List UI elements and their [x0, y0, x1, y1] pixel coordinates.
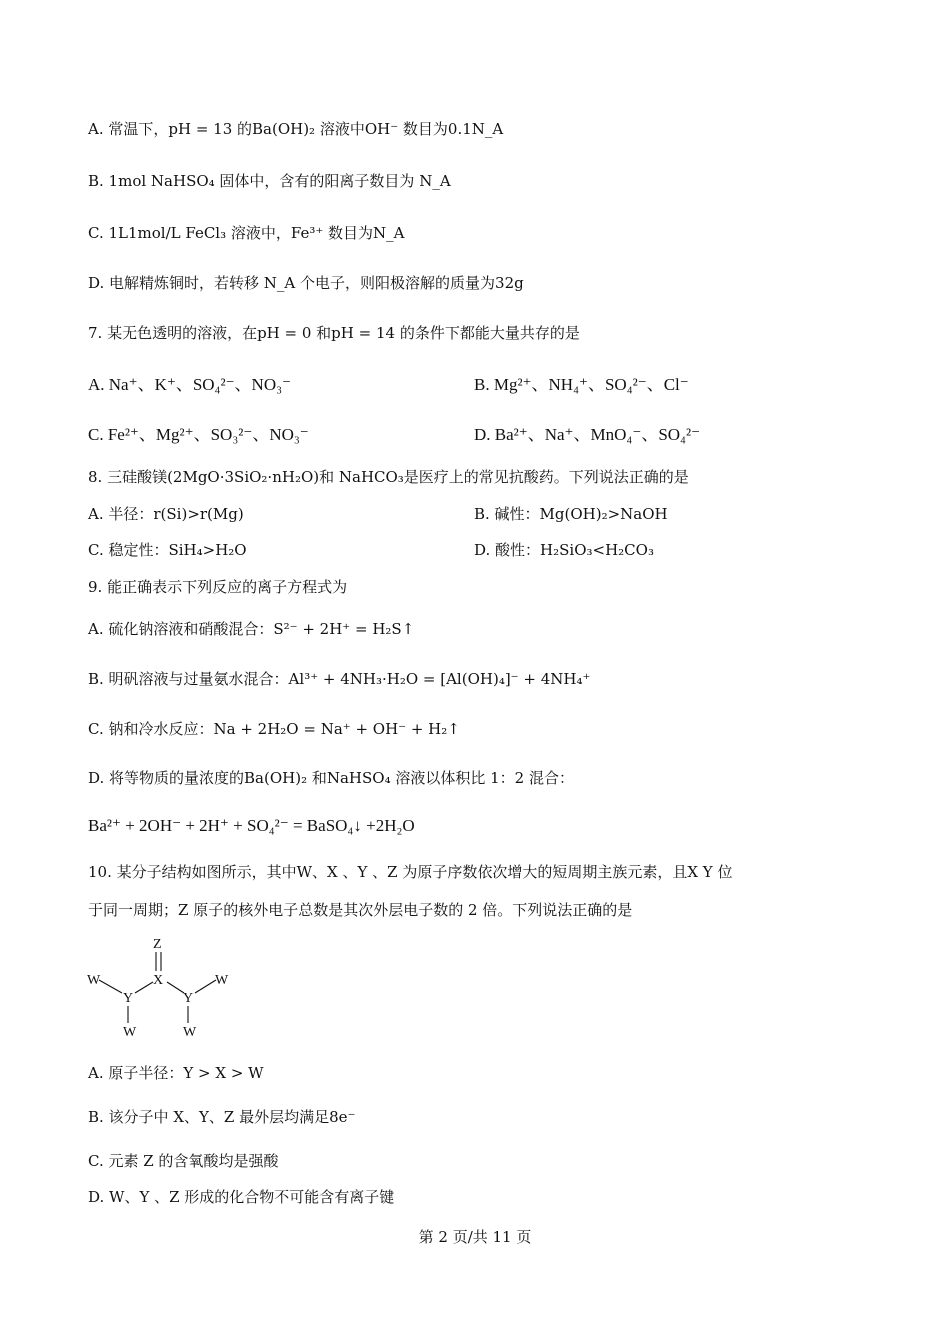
q10-option-a: A. 原子半径：Y > X > W — [88, 1064, 264, 1082]
bond-y-w-right — [195, 980, 216, 993]
atom-y-left: Y — [123, 991, 134, 1006]
atom-w-right-top: W — [215, 973, 229, 988]
bond-x-y-left — [135, 982, 153, 993]
molecule-structure-diagram — [85, 934, 245, 1044]
q10-option-d: D. W、Y 、Z 形成的化合物不可能含有离子键 — [88, 1188, 395, 1206]
q6-option-a: A. 常温下，pH = 13 的Ba(OH)₂ 溶液中OH⁻ 数目为0.1N_A — [88, 120, 504, 138]
q7-option-d: D. Ba²⁺、Na⁺、MnO₄⁻、SO₄²⁻ — [474, 425, 701, 444]
q8-option-a: A. 半径：r(Si)>r(Mg) — [88, 505, 244, 523]
q9-option-d-equation: Ba²⁺ + 2OH⁻ + 2H⁺ + SO₄²⁻ = BaSO₄↓ +2H₂O — [88, 816, 415, 835]
q6-option-d: D. 电解精炼铜时，若转移 N_A 个电子，则阳极溶解的质量为32g — [88, 274, 524, 292]
bond-x-y-right — [167, 982, 184, 993]
q6-option-c: C. 1L1mol/L FeCl₃ 溶液中，Fe³⁺ 数目为N_A — [88, 224, 405, 242]
q9-option-c: C. 钠和冷水反应：Na + 2H₂O = Na⁺ + OH⁻ + H₂↑ — [88, 720, 460, 738]
atom-z: Z — [153, 937, 162, 952]
q9-option-a: A. 硫化钠溶液和硝酸混合：S²⁻ + 2H⁺ = H₂S↑ — [88, 620, 415, 638]
bond-w-y-left — [99, 980, 122, 993]
atom-w-left-top: W — [87, 973, 101, 988]
q9-option-d: D. 将等物质的量浓度的Ba(OH)₂ 和NaHSO₄ 溶液以体积比 1：2 混合： — [88, 769, 574, 787]
q8-option-b: B. 碱性：Mg(OH)₂>NaOH — [474, 505, 668, 523]
q9-option-b: B. 明矾溶液与过量氨水混合：Al³⁺ + 4NH₃·H₂O = [Al(OH)₄]⁻ + 4NH₄⁺ — [88, 670, 591, 688]
q7-option-c: C. Fe²⁺、Mg²⁺、SO₃²⁻、NO₃⁻ — [88, 425, 309, 444]
q7-stem: 7. 某无色透明的溶液，在pH = 0 和pH = 14 的条件下都能大量共存的是 — [88, 324, 580, 342]
page-footer: 第 2 页/共 11 页 — [418, 1228, 532, 1246]
q7-option-b: B. Mg²⁺、NH₄⁺、SO₄²⁻、Cl⁻ — [474, 375, 689, 394]
q8-stem: 8. 三硅酸镁(2MgO·3SiO₂·nH₂O)和 NaHCO₃是医疗上的常见抗酸药。下列说法正确的是 — [88, 468, 689, 486]
q8-option-c: C. 稳定性：SiH₄>H₂O — [88, 541, 247, 559]
q10-option-b: B. 该分子中 X、Y、Z 最外层均满足8e⁻ — [88, 1108, 356, 1126]
q7-option-a: A. Na⁺、K⁺、SO₄²⁻、NO₃⁻ — [88, 375, 292, 394]
q10-stem-line1: 10. 某分子结构如图所示，其中W、X 、Y 、Z 为原子序数依次增大的短周期主族元素，且X Y 位 — [88, 863, 733, 881]
q8-option-d: D. 酸性：H₂SiO₃<H₂CO₃ — [474, 541, 654, 559]
atom-w-left-bottom: W — [123, 1025, 137, 1040]
q6-option-b: B. 1mol NaHSO₄ 固体中，含有的阳离子数目为 N_A — [88, 172, 451, 190]
atom-w-right-bottom: W — [183, 1025, 197, 1040]
q10-stem-line2: 于同一周期；Z 原子的核外电子总数是其次外层电子数的 2 倍。下列说法正确的是 — [88, 901, 633, 919]
q9-stem: 9. 能正确表示下列反应的离子方程式为 — [88, 578, 348, 596]
q10-option-c: C. 元素 Z 的含氧酸均是强酸 — [88, 1152, 279, 1170]
atom-y-right: Y — [183, 991, 194, 1006]
atom-x: X — [153, 973, 164, 988]
